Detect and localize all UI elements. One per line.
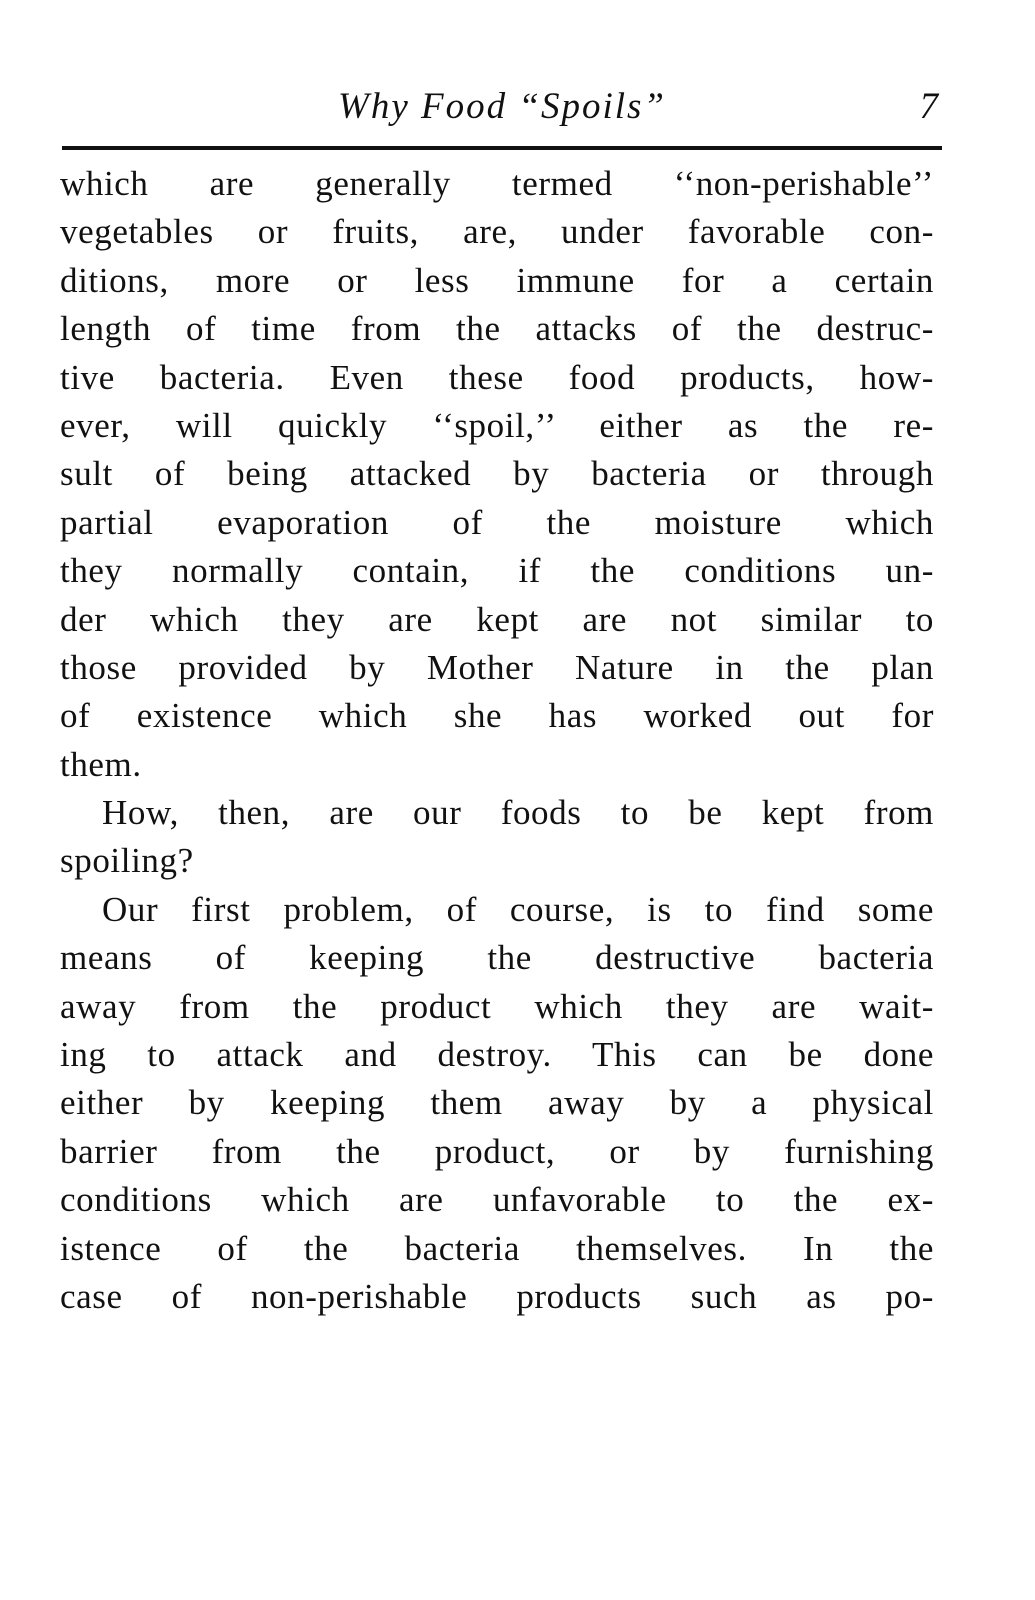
text-line: ing to attack and destroy. This can be done: [60, 1035, 934, 1075]
text-line: either by keeping them away by a physical: [60, 1083, 934, 1123]
text-line: case of non-perishable products such as po-: [60, 1276, 934, 1316]
text-line: conditions which are unfavorable to the ex-: [60, 1180, 934, 1220]
page-header: [62, 82, 942, 142]
text-line: How, then, are our foods to be kept from: [102, 793, 934, 833]
text-line: der which they are kept are not similar to: [60, 599, 934, 639]
text-line: barrier from the product, or by furnishing: [60, 1131, 934, 1171]
text-line: ever, will quickly ‘‘spoil,’’ either as the re-: [60, 405, 934, 445]
running-title: Why Food “Spoils”: [338, 86, 666, 127]
header-rule: [62, 146, 942, 150]
text-line: of existence which she has worked out for: [60, 696, 934, 736]
body-text: [60, 160, 934, 1321]
page-number: 7: [919, 86, 938, 127]
text-line: length of time from the attacks of the destruc-: [60, 309, 934, 349]
text-line: them.: [60, 744, 142, 784]
text-line: those provided by Mother Nature in the plan: [60, 647, 934, 687]
text-line: away from the product which they are wait-: [60, 986, 934, 1026]
text-line: istence of the bacteria themselves. In the: [60, 1228, 934, 1268]
text-line: they normally contain, if the conditions un-: [60, 551, 934, 591]
text-line: ditions, more or less immune for a certain: [60, 260, 934, 300]
text-line: Our first problem, of course, is to find some: [102, 889, 934, 929]
text-line: sult of being attacked by bacteria or through: [60, 454, 934, 494]
text-line: tive bacteria. Even these food products, how-: [60, 357, 934, 397]
text-line: partial evaporation of the moisture which: [60, 502, 934, 542]
text-line: vegetables or fruits, are, under favorable con-: [60, 212, 934, 252]
text-line: which are generally termed ‘‘non-perishable’’: [60, 164, 934, 203]
text-line: means of keeping the destructive bacteria: [60, 938, 934, 978]
text-line: spoiling?: [60, 841, 194, 881]
